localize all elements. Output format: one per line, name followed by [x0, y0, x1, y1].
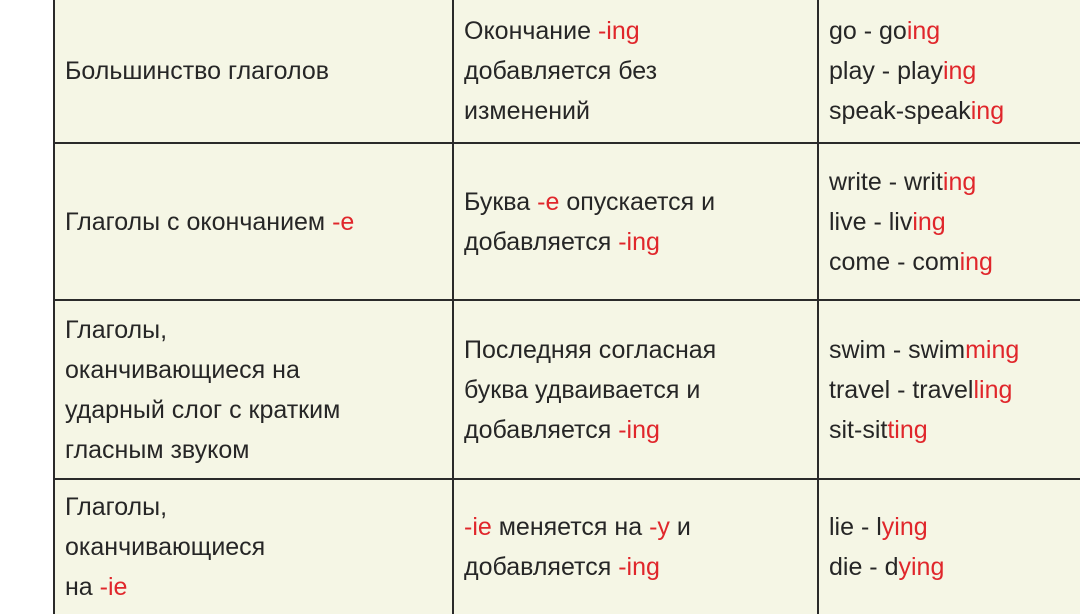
- text-segment: изменений: [464, 97, 590, 125]
- rule-cell: [453, 479, 818, 614]
- text-segment: Последняя согласная: [464, 335, 717, 364]
- examples-cell: [818, 0, 1080, 143]
- cell-line: [829, 410, 1080, 450]
- text-segment: добавляется: [464, 415, 619, 444]
- text-segment: опускается и: [559, 187, 716, 216]
- cell-line: [829, 202, 1080, 242]
- cell-line: [829, 507, 1080, 547]
- text-segment: Глаголы,: [65, 315, 168, 344]
- text-segment: Глаголы с окончанием: [65, 207, 333, 236]
- text-segment: гласным звуком: [65, 435, 250, 464]
- text-segment: на: [65, 573, 100, 601]
- cell-line: [464, 11, 807, 51]
- cell-line: [65, 350, 442, 390]
- cell-line: [464, 370, 807, 410]
- ing-rules-table: [53, 0, 1080, 614]
- cell-line: [65, 51, 442, 91]
- text-segment: Окончание: [464, 17, 598, 45]
- highlighted-text: ing: [912, 207, 946, 236]
- rule-cell: [453, 0, 818, 143]
- text-segment: lie - l: [829, 513, 882, 541]
- highlighted-text: -e: [332, 207, 355, 236]
- cell-line: [829, 11, 1080, 51]
- examples-cell: [818, 300, 1080, 479]
- highlighted-text: ing: [959, 247, 993, 276]
- text-segment: die - d: [829, 553, 899, 581]
- cell-line: [464, 330, 807, 370]
- text-segment: добавляется: [464, 553, 619, 581]
- highlighted-text: -e: [537, 187, 560, 216]
- text-segment: travel - travel: [829, 375, 974, 404]
- text-segment: write - writ: [829, 167, 943, 196]
- text-segment: speak-speak: [829, 97, 971, 125]
- highlighted-text: ting: [887, 415, 928, 444]
- text-segment: добавляется: [464, 227, 619, 256]
- text-segment: swim - swim: [829, 335, 966, 364]
- category-cell: [54, 143, 453, 300]
- cell-line: [65, 430, 442, 470]
- category-cell: [54, 479, 453, 614]
- cell-line: [464, 547, 807, 587]
- text-segment: буква удваивается и: [464, 375, 701, 404]
- cell-line: [65, 310, 442, 350]
- cell-line: [464, 410, 807, 450]
- text-segment: play - play: [829, 57, 943, 85]
- text-segment: Большинство глаголов: [65, 57, 330, 85]
- text-segment: меняется на: [491, 513, 650, 541]
- category-cell: [54, 300, 453, 479]
- cell-line: [829, 91, 1080, 131]
- highlighted-text: ing: [906, 17, 941, 45]
- cell-line: [829, 547, 1080, 587]
- highlighted-text: -ie: [464, 513, 492, 541]
- text-segment: Буква: [464, 187, 538, 216]
- cell-line: [829, 162, 1080, 202]
- cell-line: [464, 222, 807, 262]
- text-segment: оканчивающиеся: [65, 533, 266, 561]
- table-row: [54, 143, 1080, 300]
- highlighted-text: -ing: [597, 17, 640, 45]
- highlighted-text: ming: [965, 335, 1020, 364]
- cell-line: [464, 182, 807, 222]
- examples-cell: [818, 143, 1080, 300]
- cell-line: [65, 390, 442, 430]
- examples-cell: [818, 479, 1080, 614]
- cell-line: [65, 202, 442, 242]
- highlighted-text: -ing: [618, 227, 660, 256]
- table-row: [54, 479, 1080, 614]
- rule-cell: [453, 300, 818, 479]
- cell-line: [829, 242, 1080, 282]
- text-segment: live - liv: [829, 207, 913, 236]
- highlighted-text: ying: [881, 513, 928, 541]
- rule-cell: [453, 143, 818, 300]
- cell-line: [829, 370, 1080, 410]
- table-row: [54, 0, 1080, 143]
- highlighted-text: ing: [942, 167, 977, 196]
- highlighted-text: -ie: [99, 573, 128, 601]
- text-segment: come - com: [829, 247, 960, 276]
- text-segment: ударный слог с кратким: [65, 395, 341, 424]
- highlighted-text: ying: [898, 553, 945, 581]
- table-row: [54, 300, 1080, 479]
- highlighted-text: ing: [942, 57, 977, 85]
- highlighted-text: -ing: [618, 553, 660, 581]
- text-segment: оканчивающиеся на: [65, 355, 300, 384]
- cell-line: [464, 91, 807, 131]
- text-segment: go - go: [829, 17, 907, 45]
- cell-line: [829, 330, 1080, 370]
- text-segment: добавляется без: [464, 57, 658, 85]
- highlighted-text: -ing: [618, 415, 660, 444]
- cell-line: [65, 527, 442, 567]
- highlighted-text: ing: [970, 97, 1005, 125]
- cell-line: [65, 567, 442, 607]
- category-cell: [54, 0, 453, 143]
- text-segment: sit-sit: [829, 415, 888, 444]
- cell-line: [464, 51, 807, 91]
- cell-line: [65, 487, 442, 527]
- cell-line: [829, 51, 1080, 91]
- text-segment: Глаголы,: [65, 493, 168, 521]
- cell-line: [464, 507, 807, 547]
- highlighted-text: -y: [649, 513, 670, 541]
- highlighted-text: ling: [973, 375, 1013, 404]
- text-segment: и: [669, 513, 691, 541]
